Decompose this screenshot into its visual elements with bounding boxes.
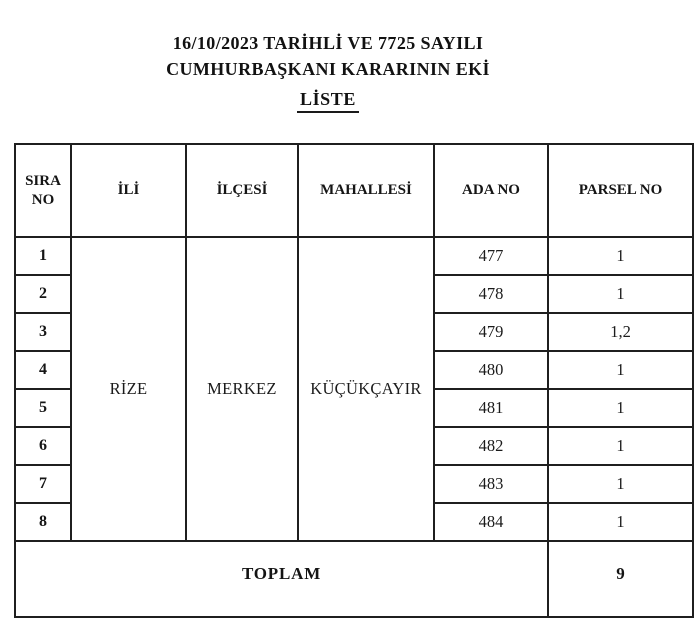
col-header-sira-no: SIRA NO — [15, 144, 71, 237]
table-row — [15, 237, 693, 275]
col-header-parsel-no: PARSEL NO — [548, 144, 693, 237]
sira-cell: 8 — [15, 503, 71, 541]
ada-cell: 477 — [434, 237, 548, 275]
sira-cell: 4 — [15, 351, 71, 389]
title-line-1: 16/10/2023 TARİHLİ VE 7725 SAYILI — [172, 33, 484, 53]
col-header-mahallesi: MAHALLESİ — [298, 144, 434, 237]
ada-cell: 481 — [434, 389, 548, 427]
total-label: TOPLAM — [15, 541, 548, 617]
sira-cell: 7 — [15, 465, 71, 503]
sira-cell: 6 — [15, 427, 71, 465]
list-label-wrap — [0, 89, 656, 113]
parsel-cell: 1 — [548, 351, 693, 389]
total-value: 9 — [548, 541, 693, 617]
parsel-cell: 1 — [548, 503, 693, 541]
mahallesi-merged-cell: KÜÇÜKÇAYIR — [298, 237, 434, 541]
document-title — [0, 30, 656, 113]
ada-cell: 483 — [434, 465, 548, 503]
header-row — [15, 144, 693, 237]
sira-cell: 5 — [15, 389, 71, 427]
parsel-cell: 1 — [548, 389, 693, 427]
ilcesi-merged-cell: MERKEZ — [186, 237, 298, 541]
ada-cell: 478 — [434, 275, 548, 313]
sira-cell: 1 — [15, 237, 71, 275]
parsel-cell: 1 — [548, 237, 693, 275]
ili-merged-cell: RİZE — [71, 237, 186, 541]
ada-cell: 479 — [434, 313, 548, 351]
total-row — [15, 541, 693, 617]
col-header-ilcesi: İLÇESİ — [186, 144, 298, 237]
col-header-ada-no: ADA NO — [434, 144, 548, 237]
parsel-cell: 1 — [548, 427, 693, 465]
ada-cell: 480 — [434, 351, 548, 389]
parsel-cell: 1 — [548, 275, 693, 313]
parsel-cell: 1 — [548, 465, 693, 503]
list-label: LİSTE — [297, 89, 359, 113]
parsel-cell: 1,2 — [548, 313, 693, 351]
sira-cell: 3 — [15, 313, 71, 351]
parcel-list-table — [14, 143, 694, 618]
ada-cell: 484 — [434, 503, 548, 541]
title-line-2: CUMHURBAŞKANI KARARININ EKİ — [166, 59, 490, 79]
col-header-ili: İLİ — [71, 144, 186, 237]
sira-cell: 2 — [15, 275, 71, 313]
ada-cell: 482 — [434, 427, 548, 465]
